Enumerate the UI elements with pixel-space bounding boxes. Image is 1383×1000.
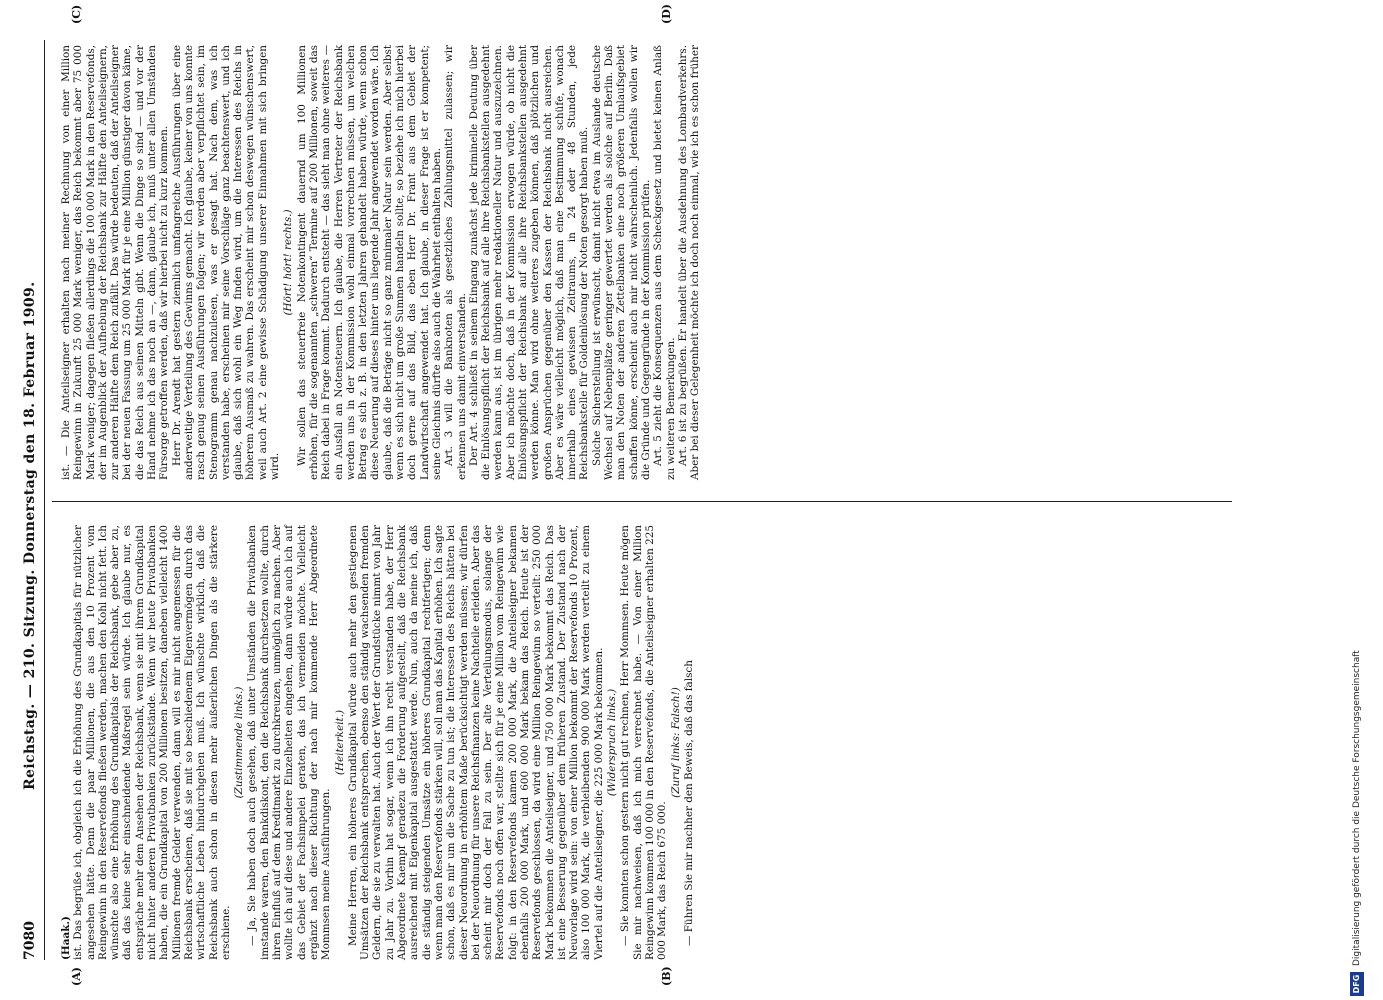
margin-marker-b: (B) (660, 966, 673, 986)
interjection: (Zuruf links: Falsch!) (669, 687, 682, 798)
margin-marker-d: (D) (660, 4, 673, 24)
paragraph: — Führen Sie mir nachher den Beweis, daß das falsch (682, 660, 695, 946)
paragraph: Art. 5 zieht die Konsequenzen aus dem Scheckgesetz und bietet keinen Anlaß zu weiteren Bemerkungen. (652, 45, 677, 480)
paragraph: Solche Sicherstellung ist erwünscht, damit nicht etwa im Auslande deutsche Wechsel auf Nebenplätze geringer gewertet werden als solche auf Berlin. Daß man den Noten der anderen Zettelbanken eine noch größeren Umlaufsgebiet schaffen könne, erscheint auch mir nicht wahrscheinlich. Jedenfalls wollen wir die Gründe und Gegengründe in der Kommission prüfen. (590, 45, 652, 480)
paragraph: Wir sollen das steuerfreie Notenkontingent dauernd um 100 Millionen erhöhen, für die sogenannten „schweren“ Termine auf 200 Millionen, soweit das Reich dabei in Frage kommt. Dadurch entsteht — das sieht man ohne weiteres — ein Ausfall an Notensteuern. Ich glaube, die Herren Vertreter der Reichsbank werden uns in der Kommission wohl einmal vorrechnen müssen, um welchen Betrag es sich z. B. in den letzten Jahren gehandelt haben würde, wenn schon diese Neuerung auf dieses hinter uns liegende Jahr angewendet worden wäre. Ich glaube, daß die Beträge nicht so ganz minimaler Natur sein werden. Aber selbst wenn es sich nicht um große Summen handeln sollte, so beziehe ich mich hierbei doch gerne auf das Bild, das eben Herr Dr. Frant aus dem Gebiet der Landwirtschaft angewendet hat. Ich glaube, in dieser Frage ist er kompetent; seine Gleichnis dürfte also auch die Wahrheit enthalten haben. (295, 45, 443, 480)
dfg-logo: DFG (1350, 972, 1364, 996)
paragraph: Der Art. 4 schließt in seinem Eingang zunächst jede kriminelle Deutung über die Einlösungspflicht der Reichsbank auf alle ihre Reichsbankstellen ausgedehnt werden kann aus, ist im übrigen mehr redaktioneller Natur und auszuzeichnen. Aber ich möchte doch, daß in der Kommission erwogen würde, ob nicht die Einlösungspflicht der Reichsbank auf alle ihre Reichsbankstellen ausgedehnt werden könne. Man wird ohne weiteres zugeben können, daß plötzlichen und großen Ansprüchen gegenüber den Kassen der Reichsbank nicht ausreichen. Aber es wäre vielleicht möglich, daß man eine Bestimmung schüfe, wonach innerhalb eines gewissen Zeitraums, in 24 oder 48 Stunden, jede Reichsbankstelle für Goldeinlösung der Noten gesorgt haben muß. (467, 45, 591, 480)
paragraph: Meine Herren, ein höheres Grundkapital würde auch mehr den gestiegenen Umsätzen der Reichsbank entsprechen, ebenso den ständig wachsenden fremden Geldern, die sie zu verwalten hat. Auch der Wert der Grundstücke nimmt von Jahr zu Jahr zu. Vorhin hat sogar, wenn ich ihn recht verstanden habe, der Herr Abgeordnete Kaempf geradezu die Forderung aufgestellt, daß die Reichsbank ausreichend mit Eigenkapital ausgestattet werde. Nun, auch da meine ich, daß die ständig steigenden Umsätze ein höheres Grundkapital rechtfertigen; denn wenn man den Reservefonds stärken will, soll man das Kapital erhöhen. Ich sagte schon, daß es mir um die Sache zu tun ist; die Interessen des Reichs hätten bei dieser Neuordnung in erhöhtem Maße berücksichtigt werden müssen; wir dürfen bei der Neuordnung für unsere Reichsfinanzen keine Nachteile erleiden. Aber das scheint mir doch der Fall zu sein. Der alte Verteilungsmodus, solange der Reservefonds noch offen war, stellte sich für je eine Million vom Reingewinn wie folgt: in den Reservefonds kamen 200 000 Mark, die Anteilseigner bekamen ebenfalls 200 000 Mark, und 600 000 Mark bekam das Reich. Heute ist der Reservefonds geschlossen, da wird eine Million Reingewinn so verteilt: 250 000 Mark bekommen die Anteilseigner, und 750 000 Mark bekommt das Reich. Das ist eine Besserung gegenüber dem früheren Zustand. Der Zustand nach der Neuvorlage wird sein: von einer Million bekommt der Reservefonds 10 Prozent, also 100 000 Mark, die verbleibenden 900 000 Mark werden verteilt zu einem Viertel auf die Anteilseigner, die 225 000 Mark bekommen. (346, 525, 605, 960)
right-column (60, 45, 701, 480)
margin-marker-c: (C) (70, 4, 83, 24)
interjection: (Heiterkeit.) (333, 709, 346, 776)
paragraph: — Sie konnten schon gestern nicht gut rechnen, Herr Mommsen. Heute mögen Sie mir nachweisen, daß ich mich verrechnet habe. — Von einer Million Reingewinn kommen 100 000 in den Reservefonds, die Anteilseigner erhalten 225 000 Mark, das Reich 675 000. (619, 525, 669, 960)
column-divider (52, 501, 1232, 502)
interjection: (Widerspruch links.) (606, 688, 619, 797)
paragraph: Herr Dr. Arendt hat gestern ziemlich umfangreiche Ausführungen über eine anderweitige Verteilung des Gewinns gemacht. Ich glaube, keiner von uns konnte rasch genug seinen Ausführungen folgen; wir werden aber verpflichtet sein, im Stenogramm genau nachzulesen, was er gesagt hat. Nach dem, was ich verstanden habe, erscheinen mir seine Vorschläge ganz beachtenswert, und ich glaube, daß sich wohl ein Weg finden wird, um die Interessen des Reichs in höherem Ausmaß zu wahren. Das erscheint mir schon deswegen wünschenswert, weil auch Art. 2 eine gewisse Schädigung unserer Einnahmen mit sich bringen wird. (170, 45, 282, 480)
paragraph: Art. 3 will die Banknoten als gesetzliches Zahlungsmittel zulassen; wir erkennen uns damit einverstanden. (443, 45, 468, 480)
paragraph: ist. Das begrüße ich, obgleich ich die Erhöhung des Grundkapitals für nützlicher angesehen hätte. Denn die paar Millionen, die aus den 10 Prozent vom Reingewinn in den Reservefonds fließen werden, machen den Kohl nicht fett. Ich wünschte also eine Erhöhung des Grundkapitals der Reichsbank, gebe aber zu, daß das keine sehr einschneidende Maßregel sein würde. Ich glaube nur, es entspräche mehr dem Ansehen der Reichsbank, wenn sie mit ihrem Grundkapital nicht hinter anderen Privatbanken zurückstände. Wenn wir heute Privatbanken haben, die ein Grundkapital von 200 Millionen besitzen, daneben vielleicht 1400 Millionen fremde Gelder verwenden, dann will es mir nicht angemessen für die Reichsbank erscheinen, daß sie mit so beschiedenem Eigenvermögen durch das wirtschaftliche Leben hindurchgehen muß. Ich wünschte wirklich, daß die Reichsbank auch schon in diesen mehr äußerlichen Dingen als die stärkere erschiene. (72, 525, 232, 960)
page-title: Reichstag. — 210. Sitzung. Donnerstag den 18. Februar 1909. (22, 281, 38, 790)
page-header (22, 40, 45, 960)
interjection: (Hört! hört! rechts.) (282, 209, 295, 316)
paragraph: — Ja, Sie haben doch auch gesehen, daß unter Umständen die Privatbanken imstande waren, den Bankdiskont, den die Reichsbank durchsetzen wollte, durch ihren Einfluß auf dem Kreditmarkt zu durchkreuzen, unmöglich zu machen. Aber wollte ich auf diese und andere Einzelheiten eingehen, dann würde auch ich auf das Gebiet der Fachsimpelei geraten, das ich vermeiden möchte. Vielleicht ergänzt nach dieser Richtung der nach mir kommende Herr Abgeordnete Mommsen meine Ausführungen. (246, 525, 333, 960)
speaker-label: (Haak.) (60, 916, 72, 960)
digitization-credit: Digitalisierung gefördert durch die Deutsche Forschungsgemeinschaft (1352, 650, 1362, 966)
paragraph: ist. — Die Anteilseigner erhalten nach meiner Rechnung von einer Million Reingewinn in Zukunft 25 000 Mark weniger, das Reich bekommt aber 75 000 Mark weniger; dagegen fließen allerdings die 100 000 Mark in den Reservefonds, der im Augenblick der Aufhebung der Reichsbank zur Hälfte den Anteilseignern, zur anderen Hälfte dem Reich zufällt. Das würde bedeuten, daß der Anteilseigner bei der neuen Fassung um 25 000 Mark für je eine Million günstiger davon käme, die das Reich aus seinen Mitteln gibt. Wenn die Dinge so sind — und vor der Hand nehme ich das noch an —, dann, glaube ich, muß unter allen Umständen Fürsorge getroffen werden, daß wir hierbei nicht zu kurz kommen. (60, 45, 171, 480)
interjection: (Zustimmende links.) (233, 686, 246, 799)
margin-marker-a: (A) (70, 967, 83, 986)
page-footer (1350, 650, 1364, 996)
page-number: 7080 (22, 921, 38, 960)
paragraph: Art. 6 ist zu begrüßen. Er handelt über die Ausdehnung des Lombardverkehrs. Aber bei dieser Gelegenheit möchte ich doch noch einmal, wie ich es schon früher (676, 45, 702, 480)
left-column (60, 525, 695, 960)
